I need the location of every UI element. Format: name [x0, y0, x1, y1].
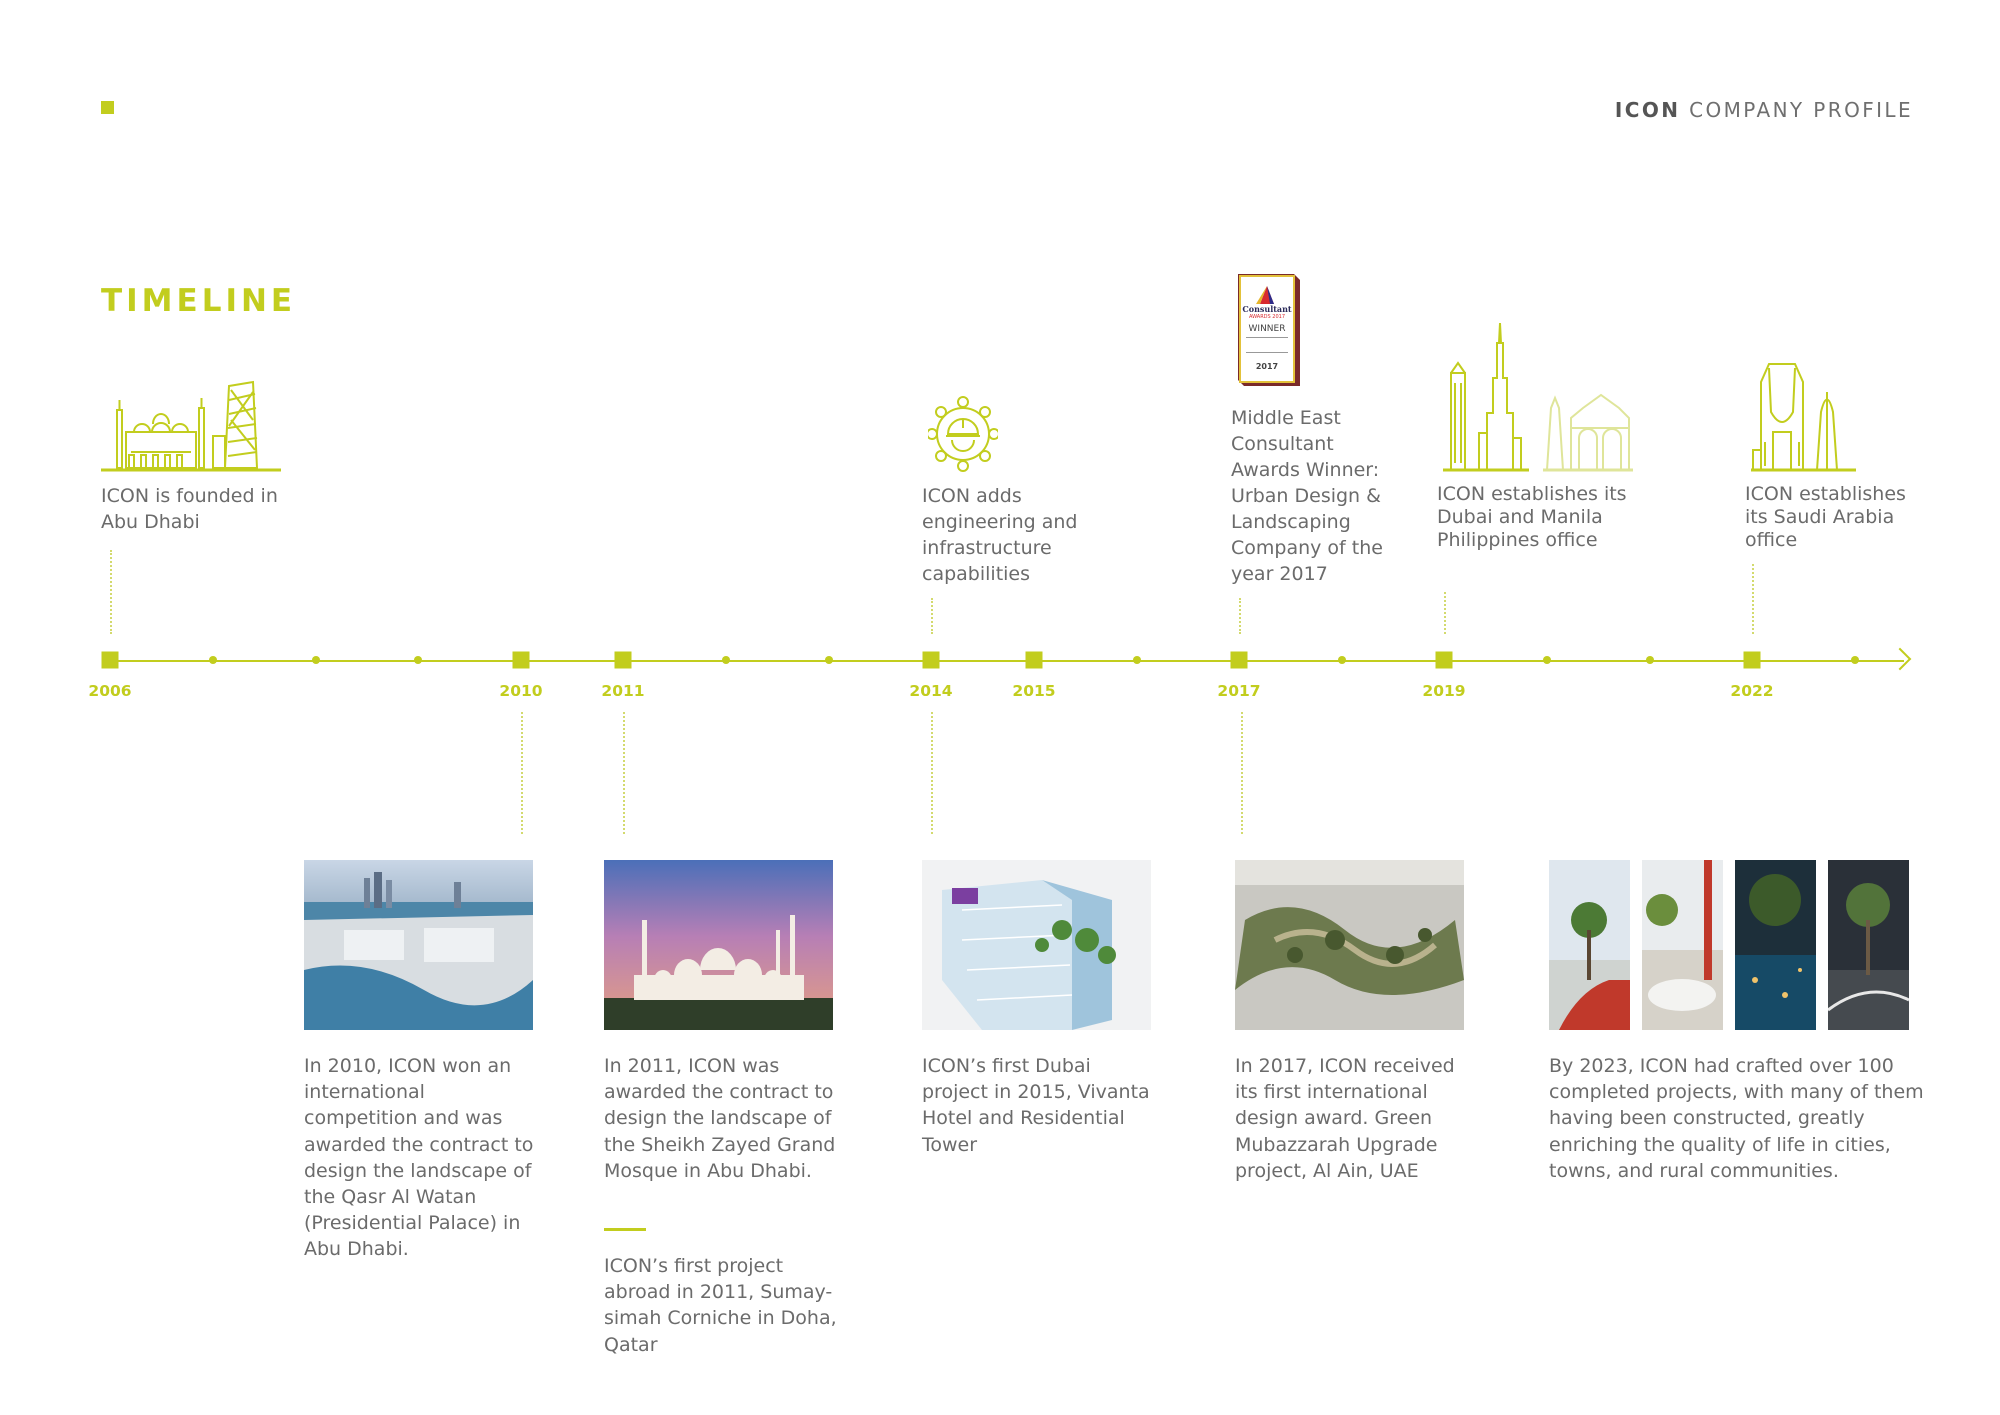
marker-2006: [102, 652, 119, 669]
event-2006-text: ICON is founded in Abu Dhabi: [101, 485, 278, 533]
award-badge-icon: Consultant AWARDS 2017 WINNER 2017: [1238, 274, 1300, 386]
event-2017-award-text: In 2017, ICON received its first international design award. Green Mubazzarah Upgrade project, Al Ain, UAE: [1235, 1055, 1455, 1182]
connector-2022: [1752, 564, 1754, 634]
page-title: TIMELINE: [101, 283, 297, 319]
photo-project-1: [1549, 860, 1630, 1030]
year-label-2022: 2022: [1730, 682, 1774, 700]
tick-dot: [209, 656, 217, 664]
tick-dot: [722, 656, 730, 664]
event-2011-abroad-text: ICON’s first project abroad in 2011, Sumay-simah Corniche in Doha, Qatar: [604, 1255, 837, 1356]
marker-2022: [1744, 652, 1761, 669]
abu-dhabi-skyline-icon: [101, 380, 281, 472]
tick-dot: [1133, 656, 1141, 664]
engineering-gear-icon: [928, 396, 998, 472]
photo-project-2: [1642, 860, 1723, 1030]
connector-2014-top: [931, 598, 933, 634]
brand-square: [101, 101, 114, 114]
photo-sheikh-zayed-mosque: [604, 860, 833, 1030]
connector-2017-bottom: [1241, 712, 1243, 834]
event-2010-text: In 2010, ICON won an international competition and was awarded the contract to design the landscape of the Qasr Al Watan (Presidential Palace) in Abu Dhabi.: [304, 1055, 534, 1261]
event-2023-text: By 2023, ICON had crafted over 100 completed projects, with many of them having been constructed, greatly enriching the quality of life in cities, towns, and rural communities.: [1549, 1055, 1924, 1182]
event-2019-text: ICON establishes its Dubai and Manila Philippines office: [1437, 483, 1627, 551]
photo-vivanta-hotel: [922, 860, 1151, 1030]
connector-2006: [110, 550, 112, 634]
event-2014-text: ICON adds engineering and infrastructure capabilities: [922, 485, 1078, 585]
page-header: ICON COMPANY PROFILE: [1614, 98, 1913, 122]
timeline-axis: [104, 660, 1904, 662]
photo-green-mubazzarah: [1235, 860, 1464, 1030]
year-label-2015: 2015: [1012, 682, 1056, 700]
connector-2015: [931, 712, 933, 834]
timeline-arrow-icon: [1889, 648, 1912, 671]
tick-dot: [414, 656, 422, 664]
marker-2015: [1026, 652, 1043, 669]
marker-2010: [513, 652, 530, 669]
riyadh-skyline-icon: [1751, 362, 1856, 472]
event-2015-text: ICON’s first Dubai project in 2015, Vivanta Hotel and Residential Tower: [922, 1055, 1150, 1156]
tick-dot: [1338, 656, 1346, 664]
photo-project-3: [1735, 860, 1816, 1030]
dubai-manila-skyline-icon: [1443, 323, 1633, 473]
connector-2010: [521, 712, 523, 834]
marker-2019: [1436, 652, 1453, 669]
marker-2014: [923, 652, 940, 669]
event-2011-text: In 2011, ICON was awarded the contract to design the landscape of the Sheikh Zayed Grand Mosque in Abu Dhabi.: [604, 1055, 836, 1182]
marker-2017: [1231, 652, 1248, 669]
connector-2019: [1444, 592, 1446, 634]
tick-dot: [312, 656, 320, 664]
marker-2011: [615, 652, 632, 669]
tick-dot: [1851, 656, 1859, 664]
year-label-2014: 2014: [909, 682, 953, 700]
accent-divider: [604, 1228, 646, 1231]
year-label-2006: 2006: [88, 682, 132, 700]
connector-2017-top: [1239, 598, 1241, 634]
tick-dot: [1543, 656, 1551, 664]
tick-dot: [1646, 656, 1654, 664]
photo-project-4: [1828, 860, 1909, 1030]
connector-2011: [623, 712, 625, 834]
event-2017-text: Middle East Consultant Awards Winner: Urban Design & Landscaping Company of the year 2017: [1231, 407, 1383, 585]
year-label-2010: 2010: [499, 682, 543, 700]
year-label-2019: 2019: [1422, 682, 1466, 700]
year-label-2017: 2017: [1217, 682, 1261, 700]
photo-qasr-al-watan: [304, 860, 533, 1030]
tick-dot: [825, 656, 833, 664]
event-2022-text: ICON establishes its Saudi Arabia office: [1745, 483, 1906, 551]
year-label-2011: 2011: [601, 682, 645, 700]
